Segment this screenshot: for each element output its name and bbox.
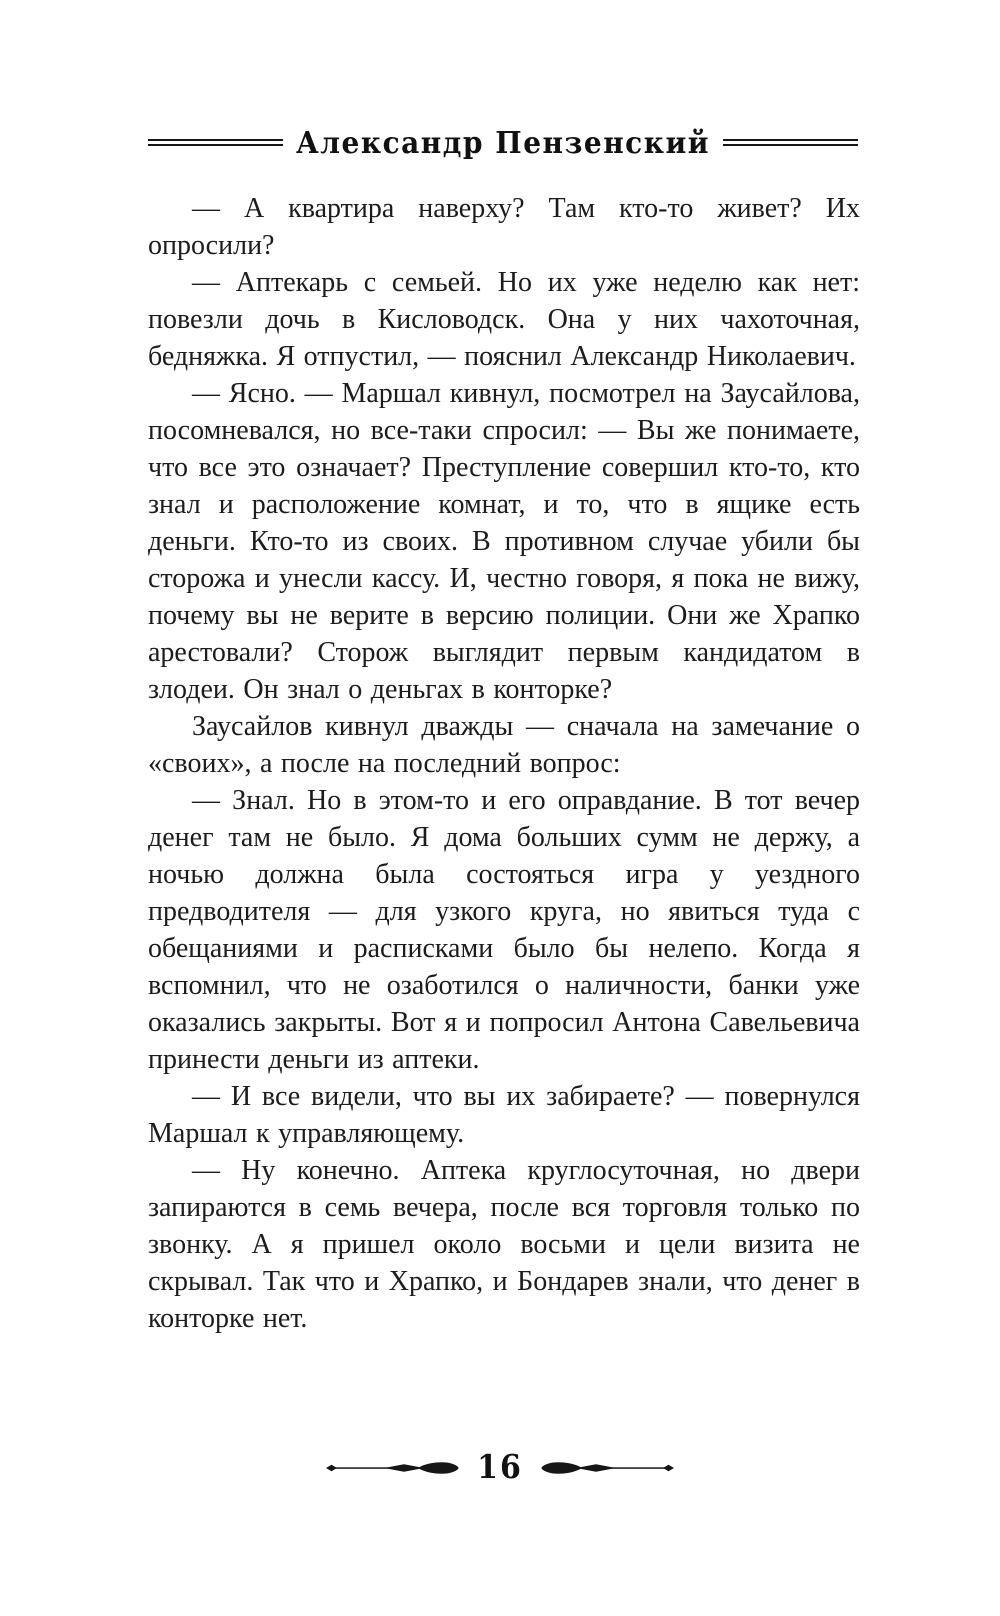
page-footer (0, 1450, 1000, 1485)
page-number: 16 (477, 1448, 523, 1487)
paragraph: — Ну конечно. Аптека круглосуточная, но двери запираются в семь вечера, после вся торговля только по звонку. А я пришел около восьми и цели визита не скрывал. Так что и Храпко, и Бондарев знали, что денег в конторке нет. (148, 1155, 860, 1334)
paragraph: Заусайлов кивнул дважды — сначала на замечание о «своих», а после на последний вопрос: (148, 711, 860, 779)
author-name: Александр Пензенский (296, 124, 710, 161)
footer-ornament-left-icon (326, 1460, 461, 1476)
body-text (148, 190, 860, 1337)
paragraph: — Ясно. — Маршал кивнул, посмотрел на Заусайлова, посомневался, но все-таки спросил: — Вы же понимаете, что все это означает? Преступление совершил кто-то, кто знал и расположение комнат, и то, что в ящике есть деньги. Кто-то из своих. В противном случае убили бы сторожа и унесли кассу. И, честно говоря, я пока не вижу, почему вы не верите в версию полиции. Они же Храпко арестовали? Сторож выглядит первым кандидатом в злодеи. Он знал о деньгах в конторке? (148, 378, 860, 705)
page-header (148, 126, 858, 159)
header-rule-right (723, 139, 858, 146)
paragraph: — Аптекарь с семьей. Но их уже неделю как нет: повезли дочь в Кисловодск. Она у них чахоточная, бедняжка. Я отпустил, — пояснил Александр Николаевич. (148, 267, 860, 372)
footer-ornament-right-icon (539, 1460, 674, 1476)
header-rule-left (148, 139, 283, 146)
paragraph: — И все видели, что вы их забираете? — повернулся Маршал к управляющему. (148, 1081, 860, 1149)
paragraph: — Знал. Но в этом-то и его оправдание. В тот вечер денег там не было. Я дома больших сумм не держу, а ночью должна была состояться игра у уездного предводителя — для узкого круга, но явиться туда с обещаниями и расписками было бы нелепо. Когда я вспомнил, что не озаботился о наличности, банки уже оказались закрыты. Вот я и попросил Антона Савельевича принести деньги из аптеки. (148, 785, 860, 1075)
paragraph: — А квартира наверху? Там кто-то живет? Их опросили? (148, 193, 860, 261)
